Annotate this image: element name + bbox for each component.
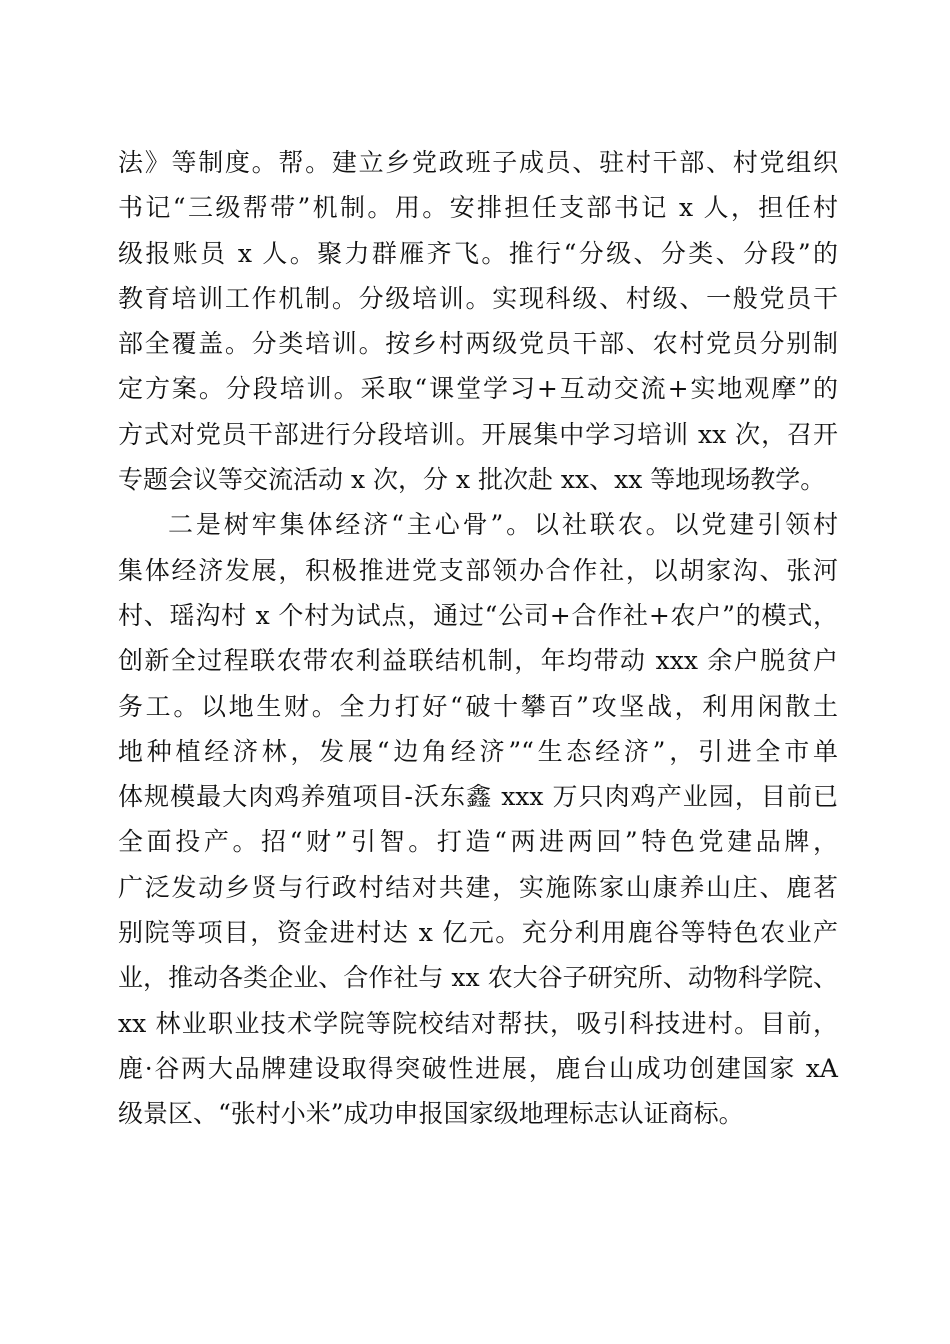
paragraph-line: 务工。以地生财。全力打好“破十攀百”攻坚战，利用闲散土 — [118, 691, 838, 721]
paragraph-line: 创新全过程联农带农利益联结机制，年均带动 xxx 余户脱贫户 — [118, 646, 838, 676]
paragraph-line: 教育培训工作机制。分级培训。实现科级、村级、一般党员干 — [118, 283, 838, 313]
paragraph-line: 集体经济发展，积极推进党支部领办合作社，以胡家沟、张河 — [118, 555, 838, 585]
paragraph-line: 鹿·谷两大品牌建设取得突破性进展，鹿台山成功创建国家 xA — [118, 1053, 838, 1083]
paragraph-line: 体规模最大肉鸡养殖项目-沃东鑫 xxx 万只肉鸡产业园，目前已 — [118, 782, 838, 812]
paragraph-2 — [118, 502, 838, 1136]
paragraph-line: 级报账员 x 人。聚力群雁齐飞。推行“分级、分类、分段”的 — [118, 238, 838, 268]
paragraph-1 — [118, 140, 838, 502]
paragraph-line: 村、瑶沟村 x 个村为试点，通过“公司+合作社+农户”的模式， — [118, 600, 838, 630]
paragraph-line: 广泛发动乡贤与行政村结对共建，实施陈家山康养山庄、鹿茗 — [118, 872, 838, 902]
paragraph-line: 全面投产。招“财”引智。打造“两进两回”特色党建品牌， — [118, 827, 838, 857]
paragraph-line: 级景区、“张村小米”成功申报国家级地理标志认证商标。 — [118, 1099, 744, 1129]
paragraph-line: 部全覆盖。分类培训。按乡村两级党员干部、农村党员分别制 — [118, 329, 838, 359]
paragraph-line: 专题会议等交流活动 x 次，分 x 批次赴 xx、xx 等地现场教学。 — [118, 465, 826, 495]
paragraph-line: 书记“三级帮带”机制。用。安排担任支部书记 x 人，担任村 — [118, 193, 838, 223]
document-body — [118, 140, 838, 1137]
paragraph-line: 定方案。分段培训。采取“课堂学习+互动交流+实地观摩”的 — [118, 374, 838, 404]
paragraph-line: 二是树牢集体经济“主心骨”。以社联农。以党建引领村 — [168, 510, 838, 540]
paragraph-line: 地种植经济林，发展“边角经济”“生态经济”，引进全市单 — [118, 736, 838, 766]
paragraph-line: 法》等制度。帮。建立乡党政班子成员、驻村干部、村党组织 — [118, 148, 838, 177]
paragraph-line: 业，推动各类企业、合作社与 xx 农大谷子研究所、动物科学院、 — [118, 963, 838, 993]
paragraph-line: 方式对党员干部进行分段培训。开展集中学习培训 xx 次，召开 — [118, 419, 838, 449]
paragraph-line: 别院等项目，资金进村达 x 亿元。充分利用鹿谷等特色农业产 — [118, 918, 838, 948]
paragraph-line: xx 林业职业技术学院等院校结对帮扶，吸引科技进村。目前， — [118, 1008, 838, 1038]
